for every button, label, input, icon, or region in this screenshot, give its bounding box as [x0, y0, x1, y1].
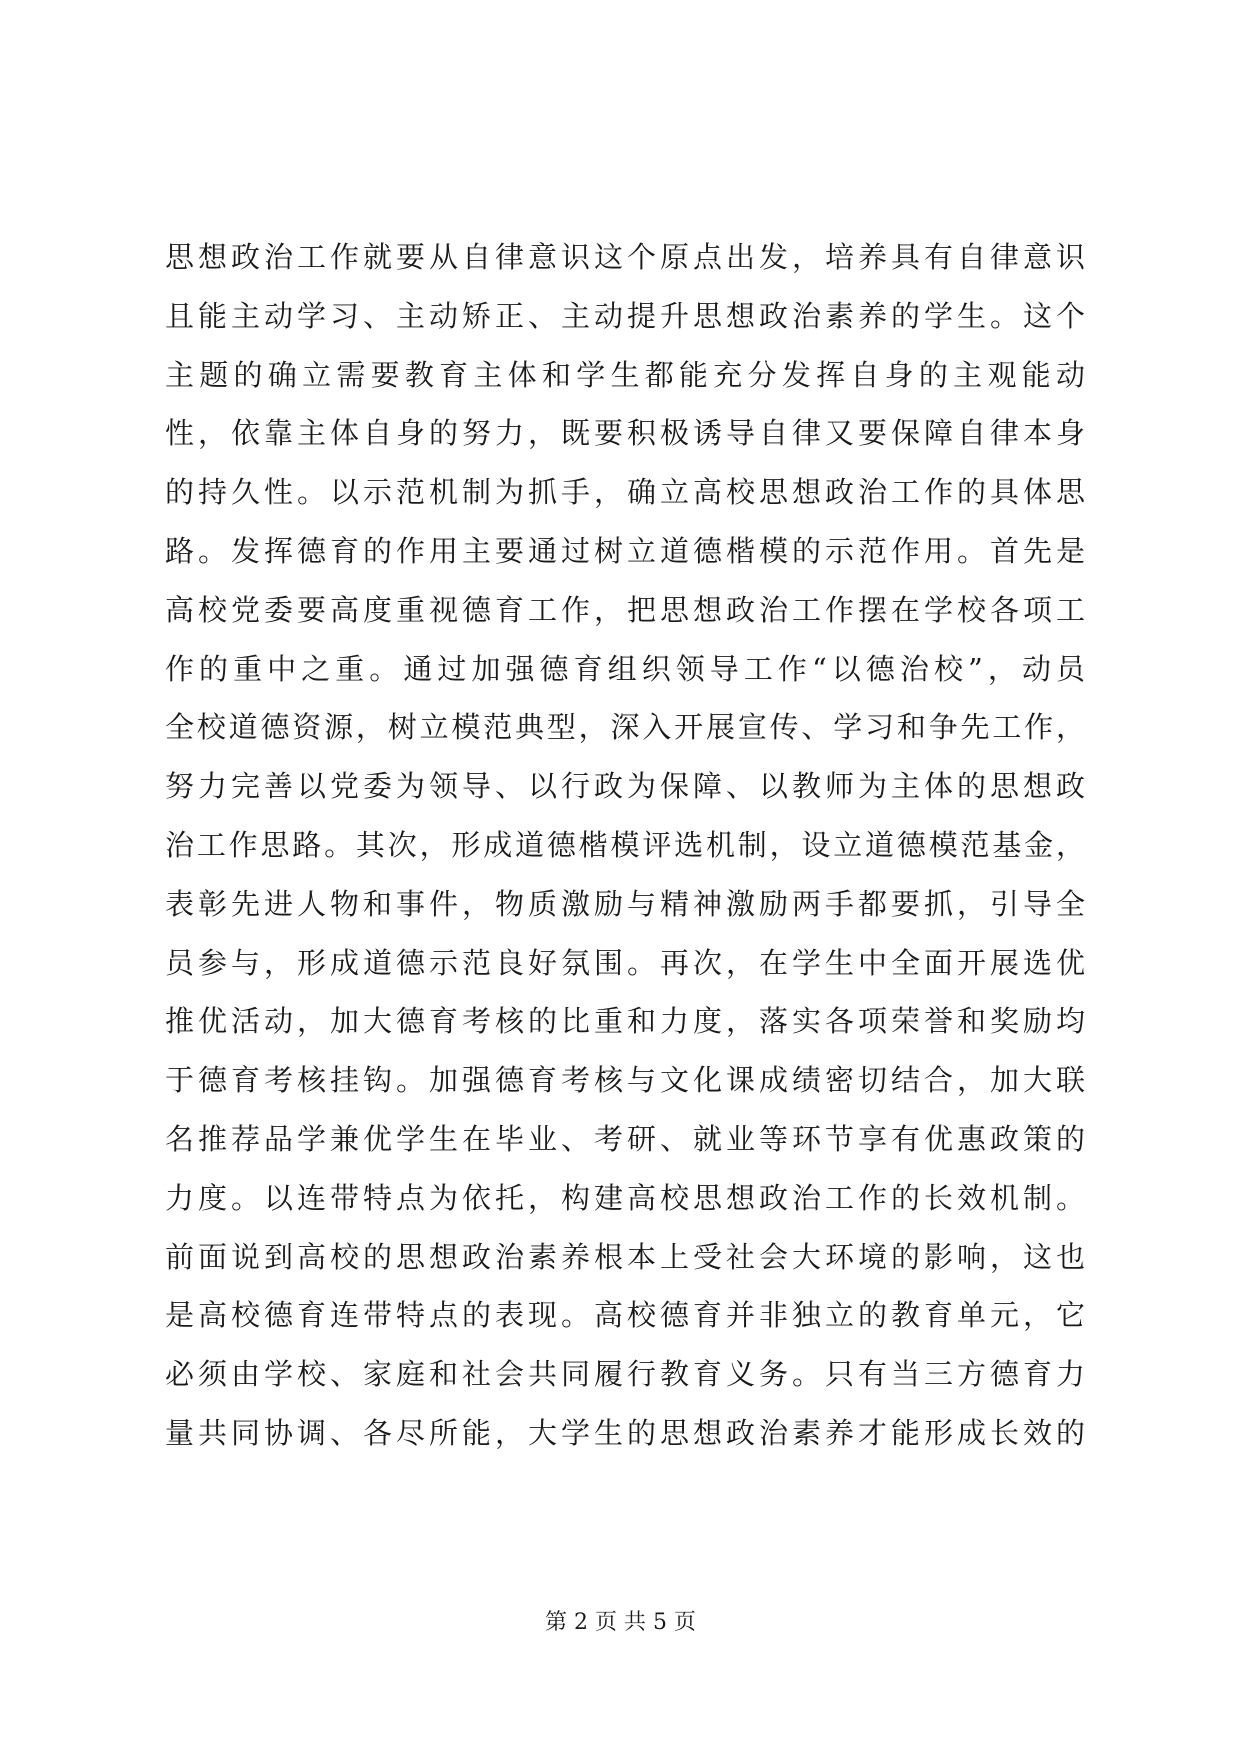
text-line: 全校道德资源，树立模范典型，深入开展宣传、学习和争先工作， [165, 710, 1085, 745]
text-line: 作的重中之重。通过加强德育组织领导工作“以德治校”，动员 [165, 651, 1085, 686]
text-line: 且能主动学习、主动矫正、主动提升思想政治素养的学生。这个 [165, 298, 1085, 333]
text-line: 名推荐品学兼优学生在毕业、考研、就业等环节享有优惠政策的 [165, 1121, 1085, 1156]
text-line: 员参与，形成道德示范良好氛围。再次，在学生中全面开展选优 [165, 945, 1085, 980]
text-line: 的持久性。以示范机制为抓手，确立高校思想政治工作的具体思 [165, 475, 1085, 510]
page-number-label: 第 2 页 共 5 页 [545, 1610, 696, 1635]
text-line: 治工作思路。其次，形成道德楷模评选机制，设立道德模范基金， [165, 827, 1085, 862]
text-line: 量共同协调、各尽所能，大学生的思想政治素养才能形成长效的 [165, 1415, 1085, 1450]
text-line: 努力完善以党委为领导、以行政为保障、以教师为主体的思想政 [165, 769, 1085, 804]
text-line: 表彰先进人物和事件，物质激励与精神激励两手都要抓，引导全 [165, 886, 1085, 921]
body-text [165, 228, 1085, 1463]
text-line: 推优活动，加大德育考核的比重和力度，落实各项荣誉和奖励均 [165, 1004, 1085, 1039]
text-line: 必须由学校、家庭和社会共同履行教育义务。只有当三方德育力 [165, 1357, 1085, 1392]
text-line: 前面说到高校的思想政治素养根本上受社会大环境的影响，这也 [165, 1239, 1085, 1274]
text-line: 力度。以连带特点为依托，构建高校思想政治工作的长效机制。 [165, 1180, 1085, 1215]
text-line: 是高校德育连带特点的表现。高校德育并非独立的教育单元，它 [165, 1298, 1085, 1333]
text-line: 高校党委要高度重视德育工作，把思想政治工作摆在学校各项工 [165, 592, 1085, 627]
page-footer [0, 1608, 1241, 1638]
text-line: 于德育考核挂钩。加强德育考核与文化课成绩密切结合，加大联 [165, 1063, 1085, 1098]
text-line: 思想政治工作就要从自律意识这个原点出发，培养具有自律意识 [165, 240, 1085, 274]
text-line: 主题的确立需要教育主体和学生都能充分发挥自身的主观能动 [165, 357, 1085, 392]
text-line: 性，依靠主体自身的努力，既要积极诱导自律又要保障自律本身 [165, 416, 1085, 451]
text-line: 路。发挥德育的作用主要通过树立道德楷模的示范作用。首先是 [165, 533, 1085, 568]
